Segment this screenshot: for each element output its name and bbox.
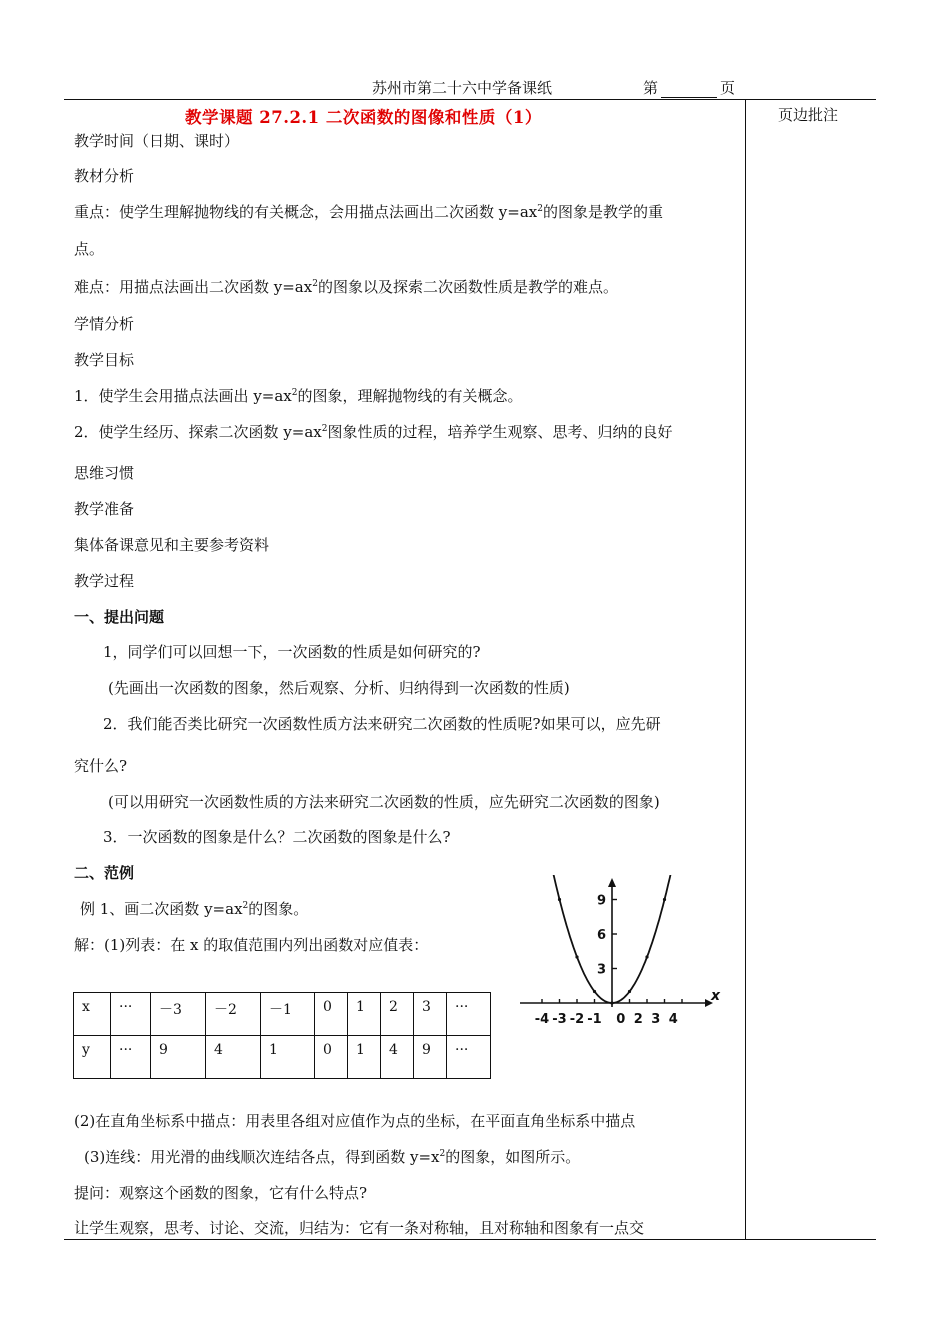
table-cell: 1 — [348, 993, 381, 1036]
question-2: 2．我们能否类比研究一次函数性质方法来研究二次函数的性质呢?如果可以，应先研 — [103, 715, 661, 733]
table-cell: ··· — [111, 1036, 151, 1079]
data-point — [645, 955, 648, 958]
page-number-blank — [661, 83, 717, 98]
goal-2: 2．使学生经历、探索二次函数 $y=ax^2$图象性质的过程，培养学生观察、思考、归纳的良好 — [74, 423, 673, 441]
question-2-cont: 究什么? — [74, 757, 128, 775]
goal-1: 1．使学生会用描点法画出 $y=ax^2$的图象，理解抛物线的有关概念。 — [74, 387, 523, 405]
page-number-field — [643, 77, 735, 98]
x-tick-label: 0 — [616, 1012, 626, 1027]
goal-2-cont: 思维习惯 — [74, 464, 135, 482]
y-axis-arrow — [608, 878, 616, 887]
table-cell: 4 — [381, 1036, 414, 1079]
data-point — [593, 990, 596, 993]
table-cell: 1 — [348, 1036, 381, 1079]
table-cell: 9 — [151, 1036, 206, 1079]
data-point — [558, 898, 561, 901]
x-axis-label: x — [711, 988, 721, 1004]
table-cell: 9 — [414, 1036, 447, 1079]
teaching-process: 教学过程 — [74, 572, 135, 590]
x-tick-label: -3 — [552, 1012, 567, 1027]
page-prefix: 第 — [643, 79, 659, 97]
textbook-analysis: 教材分析 — [74, 167, 135, 185]
table-cell: x — [74, 993, 111, 1036]
data-point — [663, 898, 666, 901]
teaching-prep: 教学准备 — [74, 500, 135, 518]
x-tick-label: 3 — [651, 1012, 661, 1027]
header-rule — [64, 99, 876, 100]
data-point — [575, 955, 578, 958]
footer-rule — [64, 1239, 876, 1240]
table-cell: 1 — [261, 1036, 315, 1079]
question-1: 1，同学们可以回想一下，一次函数的性质是如何研究的? — [103, 643, 481, 661]
table-cell: －3 — [151, 993, 206, 1036]
summary-line: 让学生观察，思考、讨论、交流，归结为：它有一条对称轴，且对称轴和图象有一点交 — [74, 1219, 645, 1237]
table-cell: 3 — [414, 993, 447, 1036]
y-tick-label: 9 — [596, 893, 606, 909]
table-row-y — [74, 1036, 491, 1079]
answer-1: (先画出一次函数的图象，然后观察、分析、归纳得到一次函数的性质) — [108, 679, 570, 697]
teaching-goals: 教学目标 — [74, 351, 135, 369]
table-cell: －1 — [261, 993, 315, 1036]
section-2-heading: 二、范例 — [74, 864, 135, 882]
table-cell: 0 — [315, 993, 348, 1036]
question-observe: 提问：观察这个函数的图象，它有什么特点? — [74, 1184, 368, 1202]
table-cell: 4 — [206, 1036, 261, 1079]
x-tick-label: 2 — [633, 1012, 643, 1027]
table-cell: 0 — [315, 1036, 348, 1079]
table-cell: ··· — [111, 993, 151, 1036]
section-1-heading: 一、提出问题 — [74, 608, 165, 626]
value-table — [73, 992, 491, 1079]
solution-step-3: (3)连线：用光滑的曲线顺次连结各点，得到函数 $y=x^2$的图象，如图所示。 — [84, 1148, 581, 1166]
example-1: 例 1、画二次函数 $y=ax^2$的图象。 — [80, 900, 309, 918]
answer-2: (可以用研究一次函数性质的方法来研究二次函数的性质，应先研究二次函数的图象) — [108, 793, 660, 811]
lesson-title: 教学课题 27.2.1 二次函数的图像和性质（1） — [185, 108, 542, 127]
page-suffix: 页 — [720, 79, 736, 97]
key-point-cont: 点。 — [74, 240, 105, 258]
collective-notes: 集体备课意见和主要参考资料 — [74, 536, 270, 554]
margin-divider — [745, 99, 746, 1240]
data-point — [610, 1001, 613, 1004]
table-cell: －2 — [206, 993, 261, 1036]
key-point: 重点：使学生理解抛物线的有关概念，会用描点法画出二次函数 $y=ax^2$的图象是教学的重 — [74, 203, 663, 221]
table-cell: 2 — [381, 993, 414, 1036]
question-3: 3．一次函数的图象是什么？二次函数的图象是什么? — [103, 828, 451, 846]
data-point — [628, 990, 631, 993]
teaching-time: 教学时间（日期、课时） — [74, 132, 240, 150]
parabola-graph — [515, 875, 725, 1030]
school-name: 苏州市第二十六中学备课纸 — [372, 79, 553, 97]
y-tick-label: 3 — [596, 962, 606, 978]
x-tick-label: -2 — [569, 1012, 585, 1027]
student-analysis: 学情分析 — [74, 315, 135, 333]
x-tick-label: -4 — [534, 1012, 550, 1027]
margin-notes-label: 页边批注 — [778, 106, 839, 124]
solution-step-2: (2)在直角坐标系中描点：用表里各组对应值作为点的坐标，在平面直角坐标系中描点 — [74, 1112, 636, 1130]
x-tick-label: 4 — [668, 1012, 678, 1027]
table-row-x — [74, 993, 491, 1036]
x-tick-label: -1 — [587, 1012, 602, 1027]
y-tick-label: 6 — [596, 928, 606, 943]
solution-step-1: 解：(1)列表：在 x 的取值范围内列出函数对应值表： — [74, 936, 429, 954]
table-cell: ··· — [447, 993, 491, 1036]
table-cell: y — [74, 1036, 111, 1079]
table-cell: ··· — [447, 1036, 491, 1079]
difficulty: 难点：用描点法画出二次函数 $y=ax^2$的图象以及探索二次函数性质是教学的难点。 — [74, 278, 618, 296]
